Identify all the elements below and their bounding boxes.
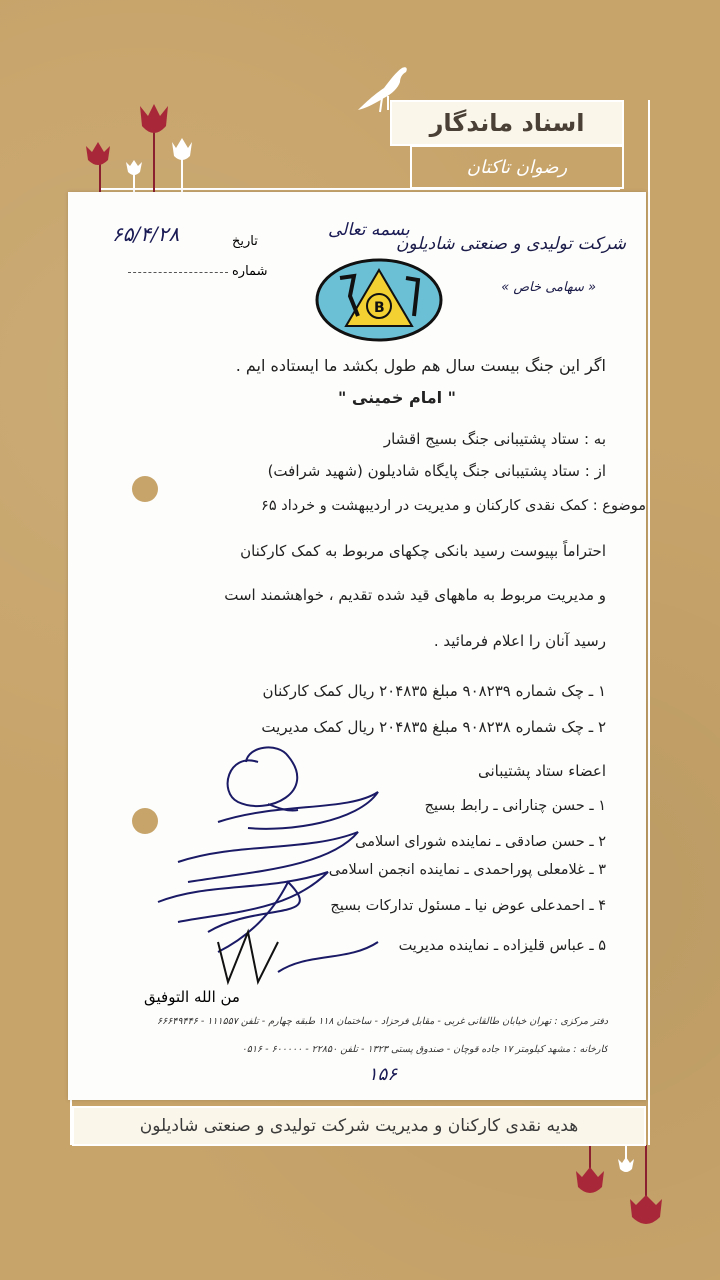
check-line-2: ۲ ـ چک شماره ۹۰۸۲۳۸ مبلغ ۲۰۴۸۳۵ ریال کمک مدیریت (261, 718, 606, 736)
page-number: ۱۵۶ (368, 1064, 398, 1085)
company-name: شرکت تولیدی و صنعتی شادیلون (396, 234, 626, 254)
body-line-1: احتراماً بپیوست رسید بانکی چکهای مربوط به کمک کارکنان (240, 542, 606, 560)
footer-address-1: دفتر مرکزی : تهران خیابان طالقانی غربی - مقابل فرحزاد - ساختمان ۱۱۸ طبقه چهارم - تلفن ۱۱۱۵۵۷ - ۶۶۶۴۹۴۴۶ (156, 1016, 608, 1027)
closing-line: من الله التوفیق (144, 988, 240, 1006)
page-title: اسناد ماندگار (390, 100, 624, 146)
member-line-3: ۳ ـ غلامعلی پوراحمدی ـ نماینده انجمن اسلامی (328, 862, 606, 878)
company-subtitle: « سهامی خاص » (501, 280, 596, 295)
member-line-4: ۴ ـ احمدعلی عوض نیا ـ مسئول تدارکات بسیج (330, 898, 606, 914)
body-line-3: رسید آنان را اعلام فرمائید . (433, 632, 606, 650)
check-line-1: ۱ ـ چک شماره ۹۰۸۲۳۹ مبلغ ۲۰۴۸۳۵ ریال کمک کارکنان (262, 682, 606, 700)
recipient-line: به : ستاد پشتیبانی جنگ بسیج اقشار (383, 430, 606, 448)
quote-author: " امام خمینی " (337, 388, 456, 407)
member-line-5: ۵ ـ عباس قلیزاده ـ نماینده مدیریت (398, 938, 606, 954)
caption-box: هدیه نقدی کارکنان و مدیریت شرکت تولیدی و صنعتی شادیلون (72, 1106, 646, 1146)
date-label: تاریخ (232, 234, 258, 249)
tulip-decoration-right-icon (570, 1145, 680, 1245)
date-value: ۶۵/۴/۲۸ (112, 222, 180, 246)
frame-line-right (648, 100, 650, 1145)
document-paper (68, 192, 646, 1100)
member-line-2: ۲ ـ حسن صادقی ـ نماینده شورای اسلامی (355, 834, 606, 850)
sub-logo: رضوان تاکتان (410, 145, 624, 189)
subject-line: موضوع : کمک نقدی کارکنان و مدیریت در اردیبهشت و خرداد ۶۵ (261, 498, 646, 514)
footer-address-2: کارخانه : مشهد کیلومتر ۱۷ جاده قوچان - صندوق پستی ۱۳۲۳ - تلفن ۲۲۸۵۰ - ۶۰۰۰۰۰ - ۰۵۱۶ (241, 1044, 608, 1055)
member-line-1: ۱ ـ حسن چنارانی ـ رابط بسیج (424, 798, 606, 814)
bismillah: بسمه تعالی (328, 220, 410, 240)
tulip-decoration-left-icon (78, 96, 198, 192)
quote-line: اگر این جنگ بیست سال هم طول بکشد ما ایستاده ایم . (235, 356, 606, 375)
members-title: اعضاء ستاد پشتیبانی (477, 762, 606, 780)
number-underline (128, 272, 228, 273)
svg-text:B: B (374, 300, 385, 316)
punch-hole-top (132, 476, 158, 502)
body-line-2: و مدیریت مربوط به ماههای قید شده تقدیم ، خواهشمند است (224, 586, 606, 604)
number-label: شماره (232, 264, 268, 279)
sender-line: از : ستاد پشتیبانی جنگ پایگاه شادیلون (شهید شرافت) (267, 462, 606, 480)
company-logo-icon (314, 256, 444, 344)
signature-scribbles-icon (128, 732, 448, 992)
punch-hole-bottom (132, 808, 158, 834)
